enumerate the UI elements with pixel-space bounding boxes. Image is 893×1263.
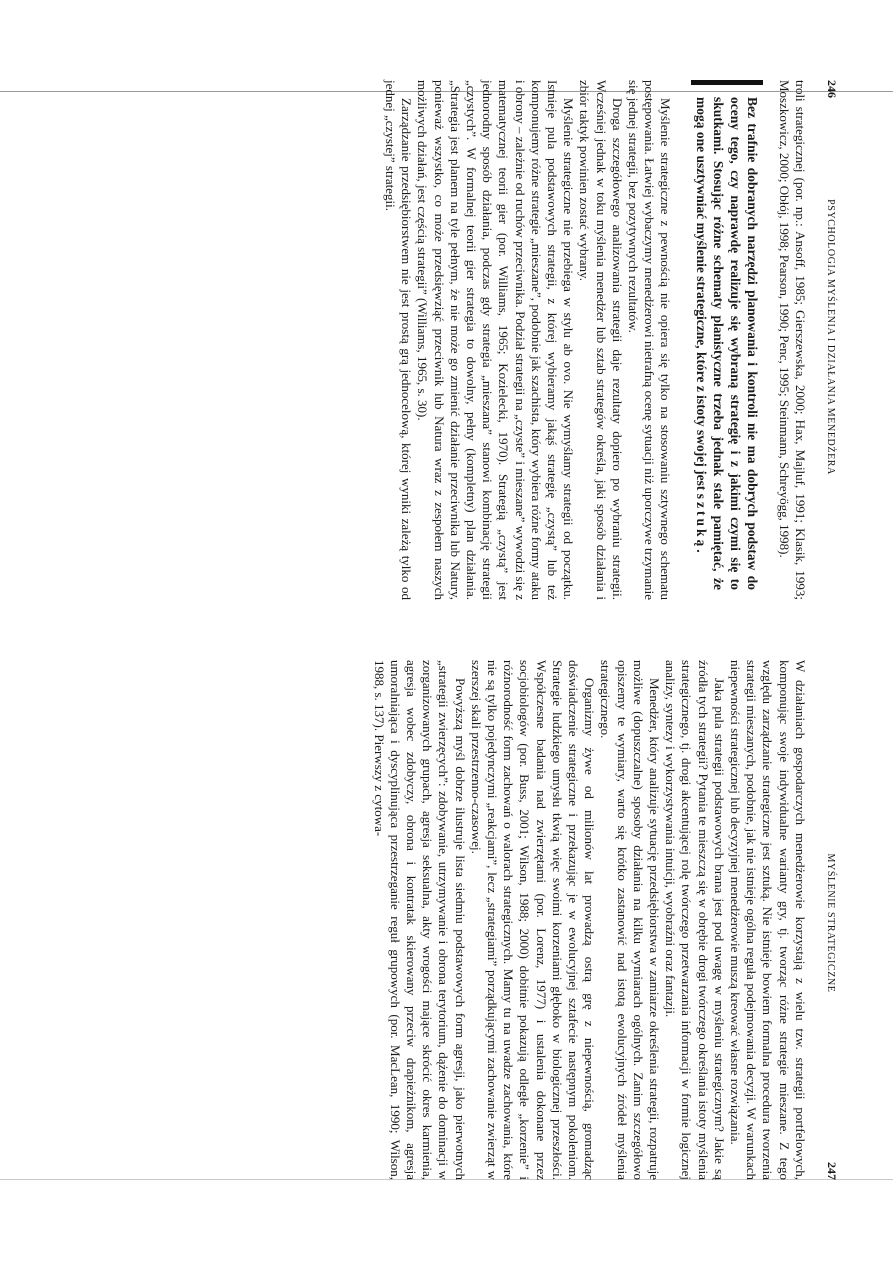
left-running-head: PSYCHOLOGIA MYŚLENIA I DZIAŁANIA MENEDŻERA	[825, 199, 836, 475]
left-page-number: 246	[825, 80, 839, 98]
right-page-number: 247	[825, 1161, 839, 1180]
right-paragraph: Powyższą myśl dobrze ilustruje lista siedmiu podstawowych form agresji, jako pierwotnych „strategii zwierzęcych”: zdobywanie, utrzymywanie i obrona terytorium, dążenie do dominacji w zorganizowanych grupach, agresja seksualna, akty wrogości mające skrócić okres karmienia, agresja wobec zdobyczy, obrona i kontratak skierowany przeciw drapieżnikom, agresja umoralniająca i dyscyplinująca przestrzeganie reguł grupowych (por. MacLean, 1990; Wilson, 1988, s. 137). Pierwszy z cytowa-	[371, 660, 468, 1180]
highlighted-callout	[691, 80, 763, 600]
callout-emphasis: sztuką.	[694, 493, 710, 556]
right-page-header	[822, 660, 840, 1180]
right-page	[160, 660, 840, 1180]
right-running-head: MYŚLENIE STRATEGICZNE	[825, 853, 836, 993]
left-page	[160, 80, 840, 600]
rotated-book-spread	[160, 80, 840, 1180]
right-paragraph: Jaka pula strategii podstawowych brana jest pod uwagę w myśleniu strategicznym? Jakie są źródła tych strategii? Pytania te mieszczą się w obrębie drogi twórczego określania istoty myślenia strategicznego, tj. drogi akcentującej rolę twórczego przetwarzania informacji w formie logicznej analizy, syntezy i wykorzystywania intuicji, wyobraźni oraz fantazji.	[663, 660, 727, 1180]
left-paragraph: Zarządzanie przedsiębiorstwem nie jest prostą grą jednocelową, której wyniki zależą tylko od jednej „czystej” strategii.	[382, 80, 415, 600]
left-paragraph: Droga szczegółowego analizowania strategii daje rezultaty dopiero po wybraniu strategii. Wcześniej jednak w toku myślenia menedżer lub sztab strategów określa, jaki sposób działania i zbiór taktyk powinien zostać wybrany.	[577, 80, 625, 600]
right-paragraph: W działaniach gospodarczych menedżerowie korzystają z wielu tzw. strategii portfelowych, komponując swoje indywidualne warianty gry, tj. tworząc różne strategie mieszane. Z tego względu zarządzanie strategiczne jest sztuką. Nie istnieje bowiem formalna procedura tworzenia strategii mieszanych, podobnie, jak nie istnieje ogólna reguła podejmowania decyzji. W warunkach niepewności strategicznej lub decyzyjnej menedżerowie muszą kreować własne rozwiązania.	[727, 660, 808, 1180]
right-paragraph: Menedżer, który analizuje sytuację przedsiębiorstwa w zamiarze określenia strategii, rozpatruje możliwe (dopuszczalne) sposoby działania na kilku wymiarach ogólnych. Zanim szczegółowo opiszemy te wymiary, warto się krótko zastanowić nad istotą ewolucyjnych źródeł myślenia strategicznego.	[598, 660, 662, 1180]
left-paragraph: Myślenie strategiczne z pewnością nie opiera się tylko na stosowaniu sztywnego schematu postępowania. Łatwiej wybaczymy menedżerowi nietrafną ocenę sytuacji niż uporczywe trzymanie się jednej strategii, bez pozytywnych rezultatów.	[625, 80, 674, 600]
left-page-header	[822, 80, 840, 600]
callout-text: Bez trafnie dobranych narzędzi planowania i kontroli nie ma dobrych podstaw do oceny tego, czy naprawdę realizuje się wybraną strategię i z jakimi czymi się to skutkami. Stosując różne schematy planistyczne trzeba jednak stale pamiętać, że mogą one usztywniać myślenie strategiczne, które z istoty swojej jest	[694, 97, 761, 590]
right-paragraph: Organizmy żywe od milionów lat prowadzą ostrą grę z niepewnością, gromadząc doświadczenie strategiczne i przekazując je w ewolucyjnej sztafecie następnym pokoleniom. Strategie ludzkiego umysłu tkwią więc swoimi korzeniami głęboko w biologicznej przeszłości. Współczesne badania nad zwierzętami (por. Lorenz, 1977) i ustalenia dokonane przez socjobiologów (por. Buss, 2001; Wilson, 1988; 2000) dobitnie pokazują odległe „korzenie” i różnorodność form zachowań o walorach strategicznych. Mamy tu na uwadze zachowania, które nie są tylko pojedynczymi „reakcjami”, lecz „strategiami” porządkującymi zachowanie zwierząt w szerszej skali przestrzenno-czasowej.	[468, 660, 598, 1180]
left-intro-paragraph: troli strategicznej (por. np.: Ansoff, 1985; Gierszewska, 2000; Hax, Majluf, 1991; Klasik, 1993; Moszkowicz, 2000; Obłój, 1998; Pearson, 1990; Penc, 1995; Steinmann, Schreyögg, 1998).	[776, 80, 808, 600]
left-paragraph: Myślenie strategiczne nie przebiega w stylu ab ovo. Nie wymyślamy strategii od początku. Istnieje pula podstawowych strategii, z której wybieramy jakąś strategię „czystą” lub też komponujemy różne strategie „mieszane”, podobnie jak szachista, który wybiera różne formy ataku i obrony – zależnie od ruchów przeciwnika. Podział strategii na „czyste” i mieszane” wywodzi się z matematycznej teorii gier (por. Williams, 1965; Kozielecki, 1970). Strategią „czystą” jest jednorodny sposób działania, podczas gdy strategia „mieszana” stanowi kombinację strategii „czystych”. W formalnej teorii gier strategia to dowolny, pełny (kompletny) plan działania. „Strategia jest planem na tyle pełnym, że nie może go zmienić działanie przeciwnika lub Natury, ponieważ wszystko, co może przedsięwziąć przeciwnik lub Natura wraz z zespołem naszych możliwych działań, jest częścią strategii” (Williams, 1965, s. 30).	[415, 80, 577, 600]
